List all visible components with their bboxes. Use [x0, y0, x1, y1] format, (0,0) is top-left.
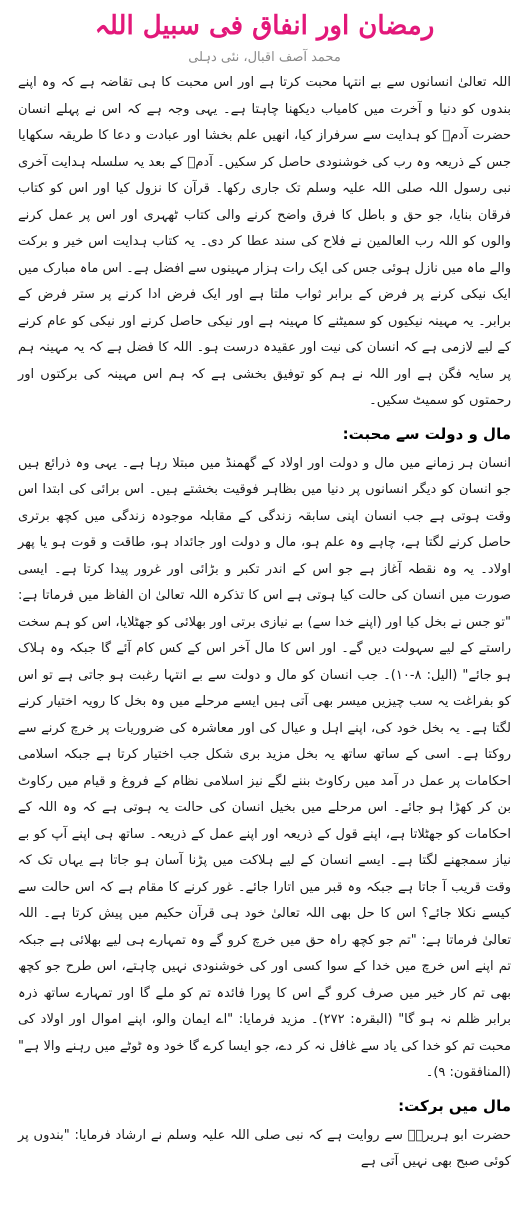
intro-paragraph: اللہ تعالیٰ انسانوں سے بے انتہا محبت کرتا ہے اور اس محبت کا ہی تقاضہ ہے کہ وہ اپنے بندوں کو دنیا و آخرت میں کامیاب دیکھنا چاہتا ہے۔ یہی وجہ ہے کہ اس نے پہلے انسان حضرت آدمؑ کو ہدایت سے سرفراز کیا، انھیں علم بخشا اور عبادت و دعا کا طریقہ سکھایا جس کے ذریعہ وہ رب کی خوشنودی حاصل کر سکیں۔ آدمؑ کے بعد یہ سلسلہ ہدایت آخری نبی رسول اللہ صلی اللہ علیہ وسلم تک جاری رکھا۔ قرآن کا نزول کیا اور اس کو کتاب فرقان بنایا، جو حق و باطل کا فرق واضح کرنے والی کتاب ٹھہری اور اس پر عمل کرنے والوں کو اللہ رب العالمین نے فلاح کی سند عطا کر دی۔ یہ کتاب ہدایت اس خیر و برکت والے ماہ میں نازل ہوئی جس کی ایک رات ہزار مہینوں سے افضل ہے۔ اس ماہ مبارک میں ایک نیکی کرنے پر فرض کے برابر ثواب ملتا ہے اور ایک فرض ادا کرنے پر ستر فرض کے برابر۔ یہ مہینہ نیکیوں کو سمیٹنے کا مہینہ ہے اور نیکی حاصل کرنے اور نیکی کو عام کرنے کے لیے لازمی ہے کہ انسان کی نیت اور عقیدہ درست ہو۔ اللہ کا فضل ہے کہ یہ مہینہ ہم پر سایہ فگن ہے اور اللہ نے ہم کو توفیق بخشی ہے کہ ہم اس مہینہ کی برکتوں اور رحمتوں کو سمیٹ سکیں۔ [18, 75, 511, 408]
author-byline: محمد آصف اقبال، نئی دہلی [188, 50, 341, 65]
article-title: رمضان اور انفاق فی سبیل اللہ [94, 11, 435, 41]
section-body-love-of-wealth: انسان ہر زمانے میں مال و دولت اور اولاد کے گھمنڈ میں مبتلا رہا ہے۔ یہی وہ ذرائع ہیں جو انسان کو دیگر انسانوں پر دنیا میں بظاہر فوقیت بخشتے ہیں۔ اس برائی کی ابتدا اس وقت ہوتی ہے جب انسان اپنی سابقہ زندگی کے مقابلہ موجودہ زندگی میں کچھ برتری حاصل کرنے لگتا ہے، چاہے وہ علم ہو، مال و دولت اور جائداد ہو، طاقت و قوت ہو یا پھر اولاد۔ یہ وہ نقطہ آغاز ہے جو اس کے اندر تکبر و بڑائی اور غرور پیدا کرتا ہے۔ ایسی صورت میں انسان کی حالت کیا ہوتی ہے اس کا تذکرہ اللہ تعالیٰ ان الفاظ میں فرماتا ہے: "تو جس نے بخل کیا اور (اپنے خدا سے) بے نیازی برتی اور بھلائی کو جھٹلایا، اس کو ہم سخت راستے کے لیے سہولت دیں گے۔ اور اس کا مال آخر اس کے کس کام آئے گا جبکہ وہ ہلاک ہو جائے" (الیل: ۸-۱۰)۔ جب انسان کو مال و دولت سے بے انتہا رغبت ہو جاتی ہے تو اس کو بفراغت یہ سب چیزیں میسر بھی آتی ہیں ایسے مرحلے میں وہ بخل کا رویہ اختیار کرنے لگتا ہے۔ یہ بخل خود کی، اپنے اہل و عیال کی اور معاشرہ کی ضروریات پر خرچ کرنے سے روکتا ہے۔ اسی کے ساتھ ساتھ یہ بخل مزید بری شکل جب اختیار کرتا ہے جبکہ اسلامی احکامات پر عمل در آمد میں رکاوٹ بننے لگے نیز اسلامی نظام کے فروغ و قیام میں رکاوٹ بن کر کھڑا ہو جائے۔ اس مرحلے میں بخیل انسان کی حالت یہ ہوتی ہے کہ وہ اللہ کے احکامات کو جھٹلاتا ہے، اپنے قول کے ذریعہ اور اپنے عمل کے ذریعہ۔ ساتھ ہی اپنے آپ کو بے نیاز سمجھنے لگتا ہے۔ ایسے انسان کے لیے ہلاکت میں پڑنا آسان ہو جاتا ہے یہاں تک کہ وقت قریب آ جاتا ہے جبکہ وہ قبر میں اتارا جائے۔ غور کرنے کا مقام ہے کہ اس حالت سے کیسے نکلا جائے؟ اس کا حل بھی اللہ تعالیٰ خود ہی قرآن حکیم میں پیش کرتا ہے۔ اللہ تعالیٰ فرماتا ہے: "تم جو کچھ راہ حق میں خرچ کرو گے وہ تمہارے ہی لیے بھلائی ہے جبکہ تم اپنے اس خرچ میں خدا کے سوا کسی اور کی خوشنودی نہیں چاہتے، اس طرح جو کچھ بھی تم کار خیر میں صرف کرو گے اس کا پورا فائدہ تم کو ملے گا اور تمہارے ساتھ ذرہ برابر ظلم نہ ہو گا" (البقرہ: ۲۷۲)۔ مزید فرمایا: "اے ایمان والو، اپنے اموال اور اولاد کی محبت تم کو خدا کی یاد سے غافل نہ کر دے، جو ایسا کرے گا خود وہ ٹوٹے میں رہنے والا ہے" (المنافقون: ۹)۔ [18, 455, 511, 1080]
section-heading-love-of-wealth: مال و دولت سے محبت: [342, 424, 511, 443]
section-heading-blessing-in-wealth: مال میں برکت: [398, 1096, 511, 1115]
section-body-blessing-in-wealth: حضرت ابو ہریرہؓ سے روایت ہے کہ نبی صلی اللہ علیہ وسلم نے ارشاد فرمایا: "بندوں پر کوئی صبح بھی نہیں آتی ہے [18, 1127, 511, 1169]
